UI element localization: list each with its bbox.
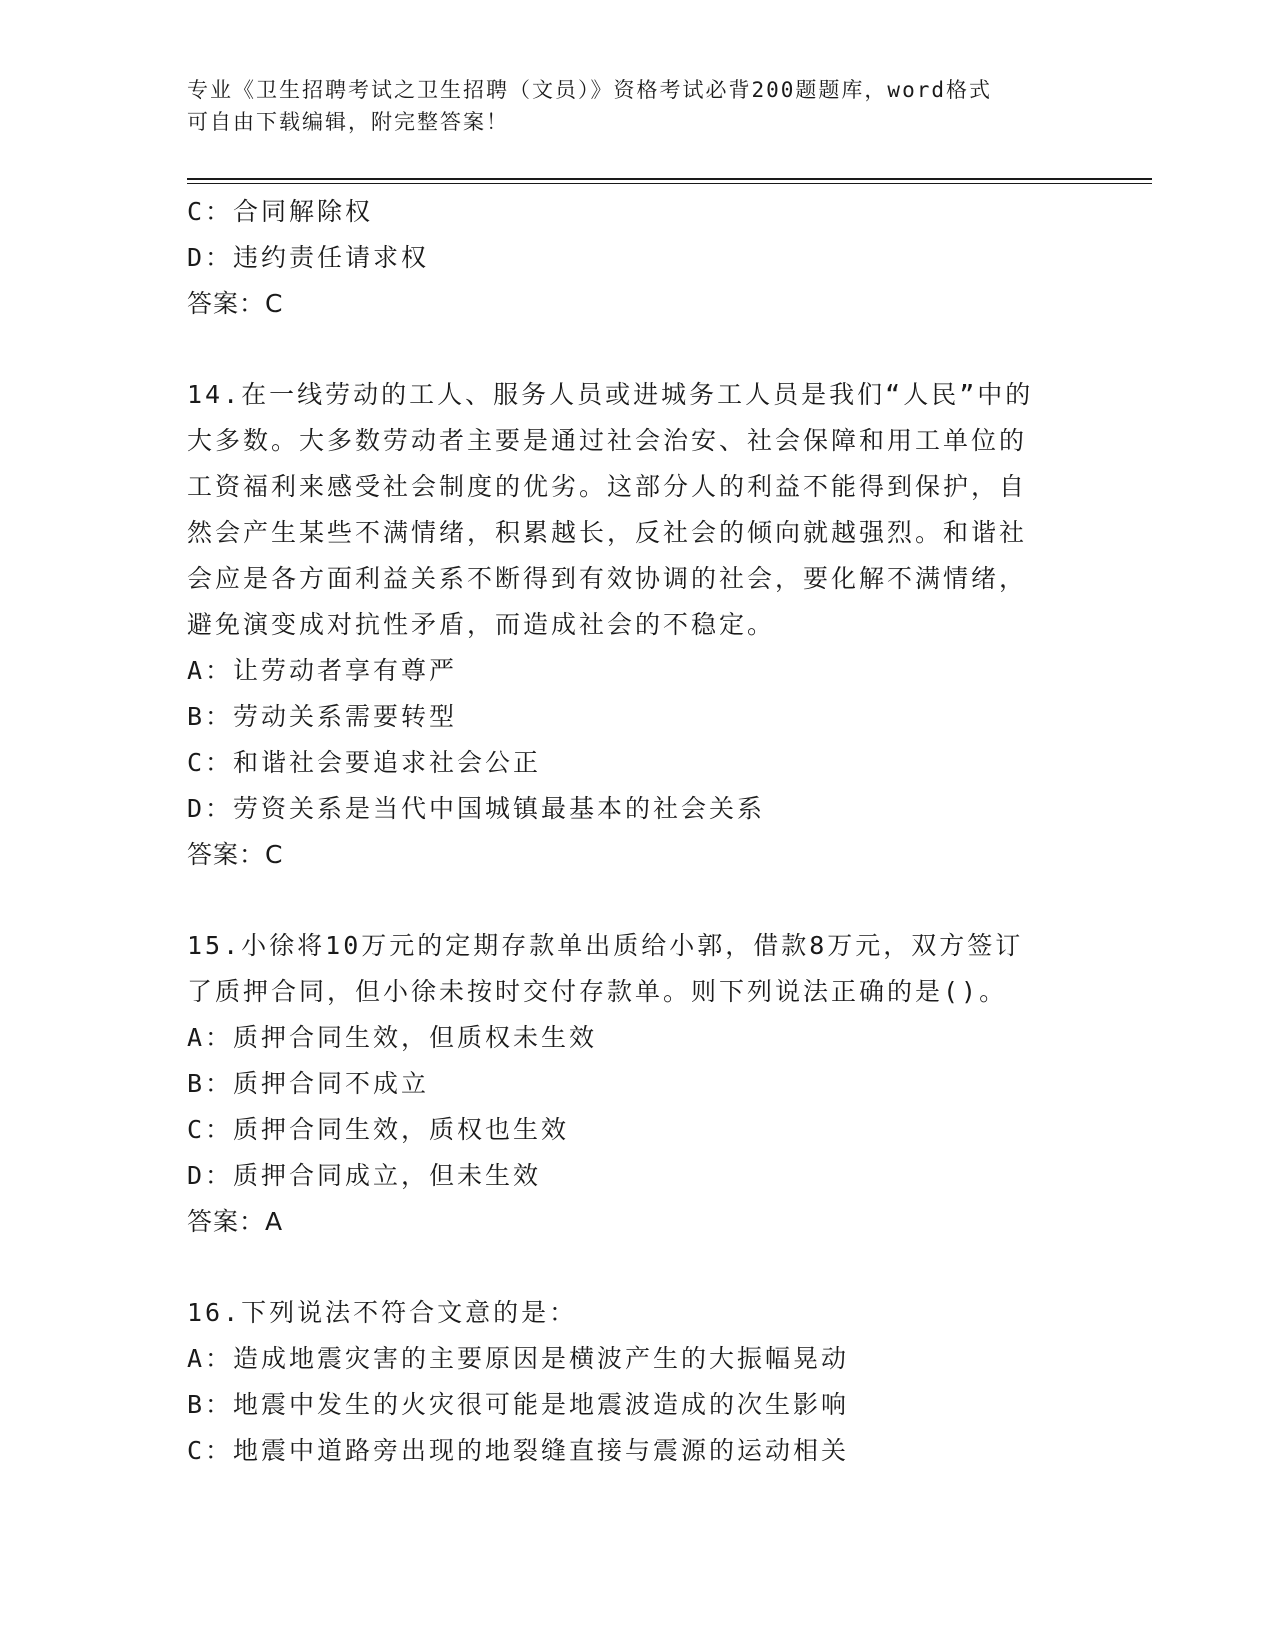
option-a: A：让劳动者享有尊严: [187, 656, 458, 685]
header-divider: [187, 178, 1152, 184]
option-c: C：质押合同生效，质权也生效: [187, 1115, 570, 1144]
question-15: [187, 923, 1087, 1245]
answer: 答案：A: [187, 1207, 284, 1236]
stem-line: 工资福利来感受社会制度的优劣。这部分人的利益不能得到保护，自: [187, 472, 1028, 501]
stem-line: 14.在一线劳动的工人、服务人员或进城务工人员是我们“人民”中的: [187, 380, 1034, 409]
header-title-line-2: 可自由下载编辑，附完整答案！: [187, 110, 509, 134]
option-d: D：质押合同成立，但未生效: [187, 1161, 542, 1190]
answer: 答案：C: [187, 289, 284, 318]
stem-line: 避免演变成对抗性矛盾，而造成社会的不稳定。: [187, 610, 776, 639]
document-body: [187, 189, 1087, 1474]
option-a: A：造成地震灾害的主要原因是横波产生的大振幅晃动: [187, 1344, 850, 1373]
spacer: [187, 878, 1087, 923]
option-a: A：质押合同生效，但质权未生效: [187, 1023, 598, 1052]
spacer: [187, 327, 1087, 372]
stem-line: 然会产生某些不满情绪，积累越长，反社会的倾向就越强烈。和谐社: [187, 518, 1028, 547]
option-b: B：劳动关系需要转型: [187, 702, 458, 731]
stem-line: 大多数。大多数劳动者主要是通过社会治安、社会保障和用工单位的: [187, 426, 1028, 455]
question-stem: [187, 923, 1087, 1015]
question-16: [187, 1290, 1087, 1474]
option-d: D：违约责任请求权: [187, 243, 430, 272]
option-c: C：合同解除权: [187, 197, 374, 226]
question-13: [187, 189, 1087, 327]
stem-line: 了质押合同，但小徐未按时交付存款单。则下列说法正确的是()。: [187, 977, 1008, 1006]
option-c: C：地震中道路旁出现的地裂缝直接与震源的运动相关: [187, 1436, 850, 1465]
option-b: B：质押合同不成立: [187, 1069, 430, 1098]
option-b: B：地震中发生的火灾很可能是地震波造成的次生影响: [187, 1390, 850, 1419]
question-stem: [187, 1290, 1087, 1336]
header-title-line-1: 专业《卫生招聘考试之卫生招聘（文员）》资格考试必背200题题库，word格式: [187, 78, 992, 102]
document-header: [187, 74, 1067, 138]
stem-line: 16.下列说法不符合文意的是：: [187, 1298, 578, 1327]
stem-line: 15.小徐将10万元的定期存款单出质给小郭，借款8万元，双方签订: [187, 931, 1024, 960]
option-d: D：劳资关系是当代中国城镇最基本的社会关系: [187, 794, 766, 823]
spacer: [187, 1245, 1087, 1290]
question-14: [187, 372, 1087, 878]
option-c: C：和谐社会要追求社会公正: [187, 748, 542, 777]
question-stem: [187, 372, 1087, 648]
stem-line: 会应是各方面利益关系不断得到有效协调的社会，要化解不满情绪，: [187, 564, 1028, 593]
answer: 答案：C: [187, 840, 284, 869]
